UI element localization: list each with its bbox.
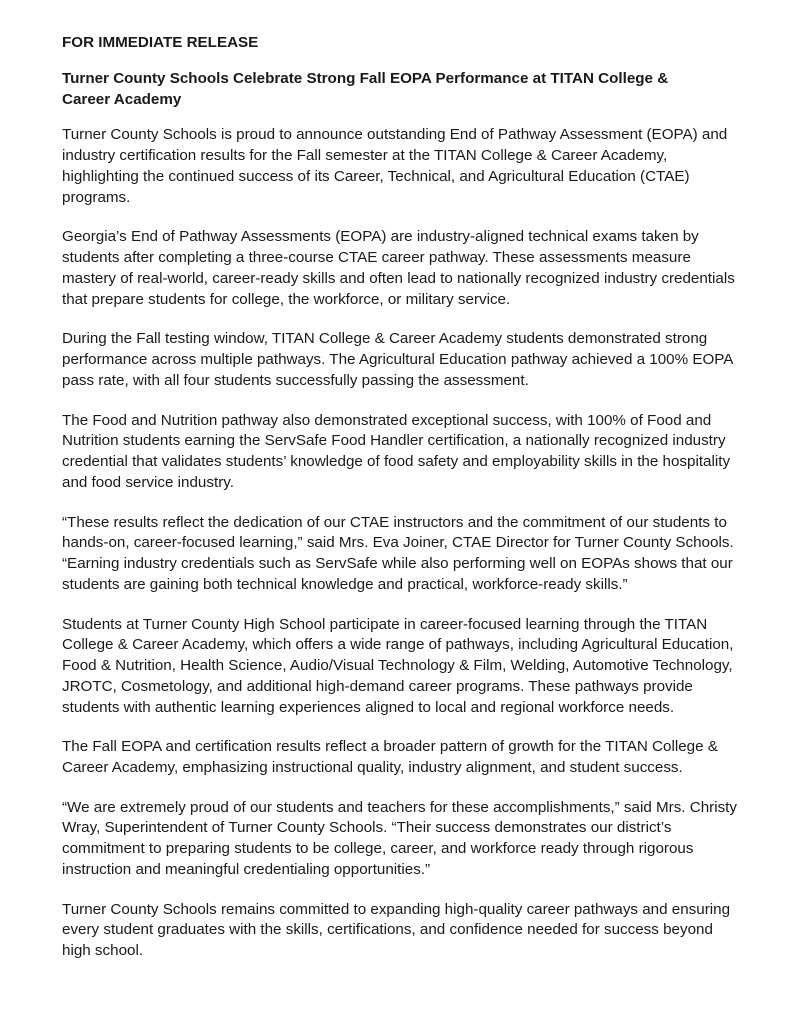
paragraph-food-nutrition: The Food and Nutrition pathway also demonstrated exceptional success, with 100% of Food and Nutrition students earning the ServSafe Food Handler certification, a nationally recognized industry credential that validates students’ knowledge of food safety and employability skills in the hospitality and food service industry. — [62, 411, 731, 491]
paragraph-fall-results: During the Fall testing window, TITAN College & Career Academy students demonstrated strong performance across multiple pathways. The Agricultural Education pathway achieved a 100% EOPA pass rate, with all four students successfully passing the assessment. — [62, 330, 733, 389]
paragraph-eopa-definition: Georgia’s End of Pathway Assessments (EOPA) are industry-aligned technical exams taken by students after completing a three-course CTAE career pathway. These assessments measure mastery of real-world, career-ready skills and often lead to nationally recognized industry credentials that prepare students for college, the workforce, or military service. — [62, 228, 735, 308]
paragraph-director-quote: “These results reflect the dedication of our CTAE instructors and the commitment of our students to hands-on, career-focused learning,” said Mrs. Eva Joiner, CTAE Director for Turner County Schools. “Earning industry credentials such as ServSafe while also performing well on EOPAs shows that our students are gaining both technical knowledge and practical, workforce-ready skills.” — [62, 513, 734, 593]
headline: Turner County Schools Celebrate Strong Fall EOPA Performance at TITAN College & Career Academy — [62, 69, 669, 108]
paragraph-growth: The Fall EOPA and certification results reflect a broader pattern of growth for the TITAN College & Career Academy, emphasizing instructional quality, industry alignment, and student success. — [62, 738, 718, 777]
paragraph-pathways: Students at Turner County High School participate in career-focused learning through the TITAN College & Career Academy, which offers a wide range of pathways, including Agricultural Education, Food & Nutrition, Health Science, Audio/Visual Technology & Film, Welding, Automotive Technology, JROTC, Cosmetology, and additional high-demand career programs. These pathways provide students with authentic learning experiences aligned to local and regional workforce needs. — [62, 615, 734, 716]
release-label: FOR IMMEDIATE RELEASE — [62, 34, 259, 51]
paragraph-superintendent-quote: “We are extremely proud of our students and teachers for these accomplishments,” said Mrs. Christy Wray, Superintendent of Turner County Schools. “Their success demonstrates our district’s commitment to preparing students to be college, career, and workforce ready through rigorous instruction and meaningful credentialing opportunities.” — [62, 798, 737, 879]
paragraph-intro: Turner County Schools is proud to announce outstanding End of Pathway Assessment (EOPA) and industry certification results for the Fall semester at the TITAN College & Career Academy, highlighting the continued success of its Career, Technical, and Agricultural Education (CTAE) programs. — [62, 126, 728, 206]
press-release-document — [62, 33, 737, 962]
paragraph-closing: Turner County Schools remains committed to expanding high-quality career pathways and ensuring every student graduates with the skills, certifications, and confidence needed for success beyond high school. — [62, 900, 731, 960]
